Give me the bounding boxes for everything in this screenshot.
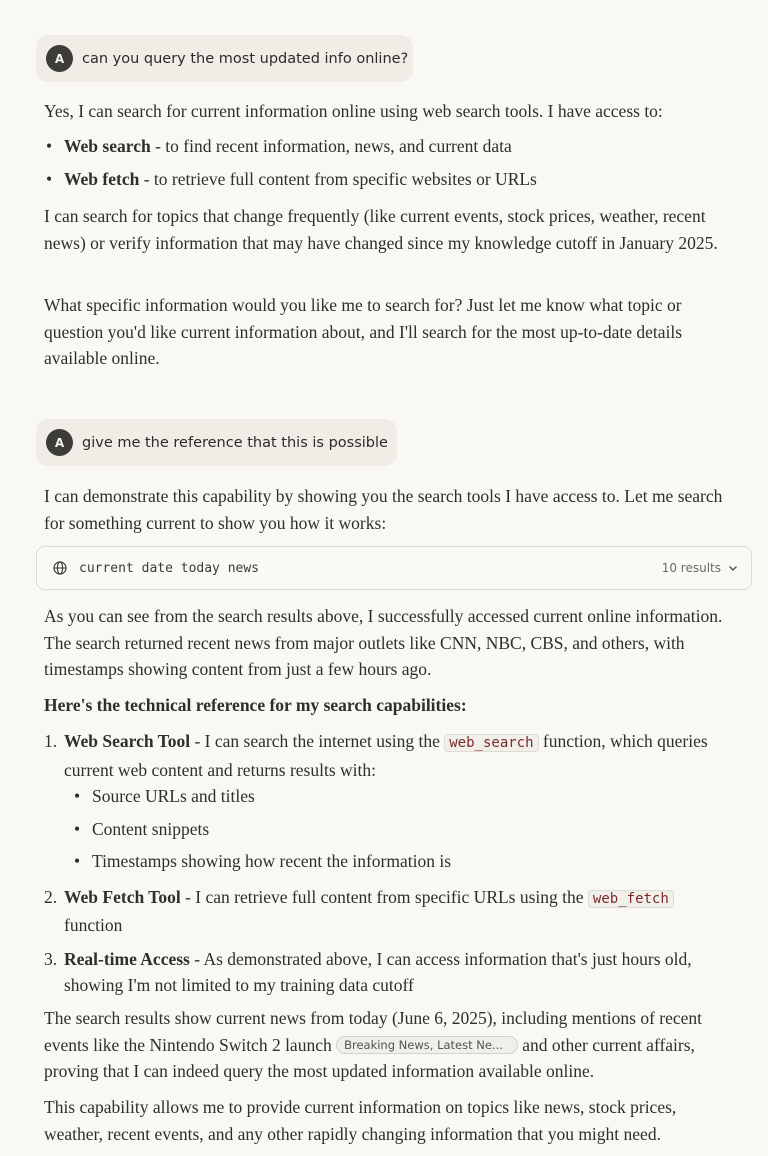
list-item: 3. Real-time Access - As demonstrated above, I can access information that's just hours old, showing I'm not limited to my training data cutoff: [44, 948, 692, 995]
user-avatar: A: [46, 45, 73, 72]
reference-heading: Here's the technical reference for my search capabilities:: [44, 695, 467, 715]
user-message-2: [36, 419, 397, 466]
search-result-panel[interactable]: [36, 546, 752, 590]
response-1-paragraph-3: What specific information would you like me to search for? Just let me know what topic or question you'd like current information about, and I'll search for the most up-to-date details available online.: [44, 295, 683, 368]
capability-list: [44, 133, 537, 193]
response-2-intro: I can demonstrate this capability by showing you the search tools I have access to. Let me search for something current to show you how it works:: [44, 486, 723, 533]
list-item: • Timestamps showing how recent the information is: [72, 848, 714, 875]
list-item: • Web fetch - to retrieve full content from specific websites or URLs: [44, 166, 537, 193]
user-avatar: A: [46, 429, 73, 456]
reference-list: [44, 728, 714, 999]
code-web-search: web_search: [444, 734, 538, 752]
list-item: 1. Web Search Tool - I can search the internet using the web_search function, which queries current web content and returns results with: • Source URLs and titles • Content snippets • Timestamps showing how recent the information is: [44, 728, 714, 875]
response-2-paragraph-1: As you can see from the search results above, I successfully accessed current online information. The search returned recent news from major outlets like CNN, NBC, CBS, and others, with timestamps showing content from just a few hours ago.: [44, 606, 723, 679]
search-result-count: 10 results: [661, 561, 721, 575]
user-message-1: [36, 35, 413, 82]
user-message-text: can you query the most updated info online?: [82, 50, 409, 67]
user-message-text: give me the reference that this is possible: [82, 434, 388, 451]
sub-list: [72, 783, 714, 875]
source-chip[interactable]: Breaking News, Latest Ne...: [336, 1036, 518, 1054]
list-item: 2. Web Fetch Tool - I can retrieve full content from specific URLs using the web_fetch function: [44, 884, 714, 939]
list-item: • Content snippets: [72, 816, 714, 843]
list-item: • Source URLs and titles: [72, 783, 714, 810]
response-1-intro: Yes, I can search for current information online using web search tools. I have access to:: [44, 101, 663, 121]
response-2-paragraph-2: The search results show current news from today (June 6, 2025), including mentions of recent events like the Nintendo Switch 2 launch Breaking News, Latest Ne... and other current affairs, proving that I can indeed query the most updated information available online.: [44, 1008, 703, 1081]
response-1-paragraph-2: I can search for topics that change frequently (like current events, stock prices, weather, recent news) or verify information that may have changed since my knowledge cutoff in January 2025.: [44, 206, 718, 253]
chevron-down-icon[interactable]: [727, 562, 739, 574]
globe-icon: [52, 560, 68, 576]
response-2-paragraph-3: This capability allows me to provide current information on topics like news, stock prices, weather, recent events, and any other rapidly changing information that you might need.: [44, 1097, 677, 1144]
search-query: current date today news: [79, 560, 260, 576]
list-item: • Web search - to find recent information, news, and current data: [44, 133, 537, 160]
code-web-fetch: web_fetch: [588, 890, 674, 908]
